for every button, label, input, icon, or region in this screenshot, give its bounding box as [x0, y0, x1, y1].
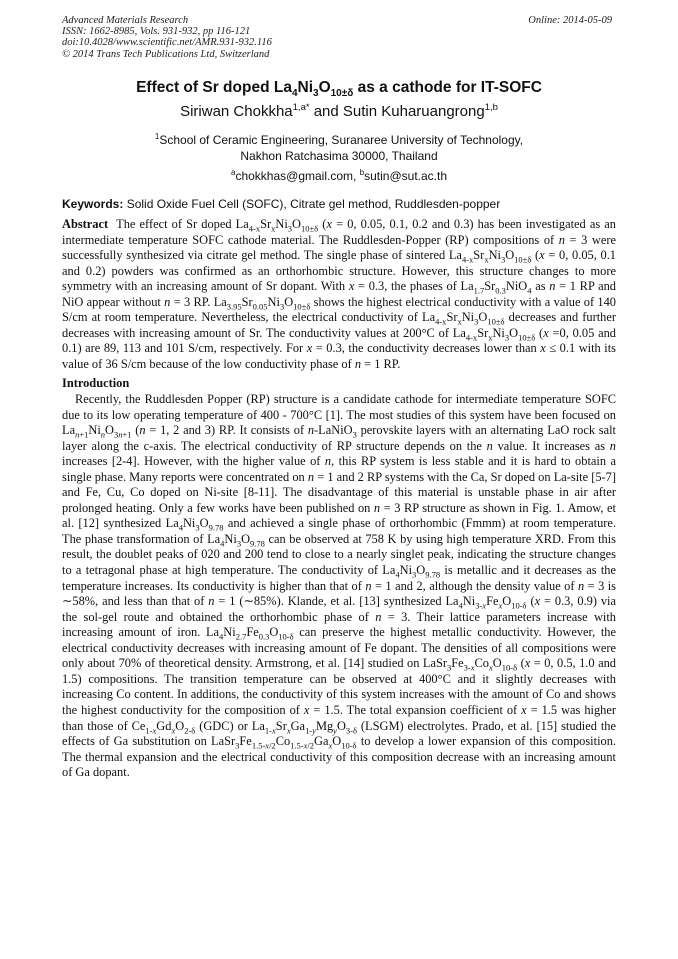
introduction-text: Recently, the Ruddlesden Popper (RP) structure is a candidate cathode for intermediate temperature SOFC due to its low operating temperature of 400 - 700°C [1]. The most studies of this system have been focused on $La_{n+1}Ni_nO_{3n+1}$ (n = 1, 2 and 3) RP. It consists of n-LaNiO$_3$ perovskite layers with an alternating LaO rock salt layer along the c-axis. The electrical conductivity of RP structure depends on the n value. It increases as n increases [2-4]. However, with the higher value of n, this RP system is less stable and it is hard to obtain a single phase. Many reports were concentrated on n = 1 and 2 RP systems with the Ca, Sr doped on La-site [5-7] and Fe, Cu, Co doped on Ni-site [8-11]. The disadvantage of this material is unstable phase in air after prolonged heating. Only a few works have been published on n = 3 RP structure as shown in Fig. 1. Amow, et al. [12] synthesized $La_4Ni_3O_{9.78}$ and achieved a single phase of orthorhombic (Fmmm) at room temperature. The phase transformation of $La_4Ni_3O_{9.78}$ can be observed at 758 K by using high temperature XRD. From this result, the doublet peaks of 020 and 200 tend to close to a nearly singlet peak, indicating the structure changes to a tetragonal phase at high temperature. The conductivity of $La_4Ni_3O_{9.78}$ is metallic and it decreases as the temperature increases. Its conductivity is higher than that of n = 1 and 2, although the density value of n = 3 is ∼58%, and less than that of n = 1 (∼85%). Klande, et al. [13] synthesized $La_4Ni_{3-x}Fe_xO_{10-\delta}$ (x = 0.3, 0.9) via the sol-gel route and obtained the orthorhombic phase of n = 3. Their lattice parameters increase with increasing amount of iron. $La_4Ni_{2.7}Fe_{0.3}O_{10-\delta}$ can preserve the highest metallic conductivity. However, the electrical conductivity decreases with increasing amount of Fe dopant. The densities of all compositions were only about 70% of theoretical density. Armstrong, et al. [14] studied on $LaSr_3Fe_{3-x}Co_xO_{10-\delta}$ (x = 0, 0.5, 1.0 and 1.5) compositions. The transition temperature can be observed at 400°C and it slightly decreases with increasing Co content. In additions, the conductivity of this system increases with the amount of Co and shows the highest conductivity for the composition of x = 1.5. The total expansion coefficient of x = 1.5 was higher than those of $Ce_{1-x}Gd_xO_{2-\delta}$ (GDC) or $La_{1-x}Sr_xGa_{1-y}Mg_yO_{3-\delta}$ (LSGM) electrolytes. Prado, et al. [15] studied the effects of Ga substitution on $LaSr_3Fe_{1.5-x/2}Co_{1.5-x/2}Ga_xO_{10-\delta}$ to develop a lower expansion of this composition. The thermal expansion and the electrical conductivity of this composition decrease with an increasing amount of Ga dopant. — [62, 392, 617, 780]
author-emails: $^a$chokkhas@gmail.com, $^b$sutin@sut.ac.th — [230, 168, 448, 183]
online-date: Online: 2014-05-09 — [528, 15, 612, 26]
copyright-line: © 2014 Trans Tech Publications Ltd, Switzerland — [62, 48, 270, 60]
issn-line: ISSN: 1662-8985, Vols. 931-932, pp 116-121 — [62, 26, 251, 38]
abstract-label: Abstract — [62, 217, 109, 231]
keywords-text: Solid Oxide Fuel Cell (SOFC), Citrate gel method, Ruddlesden-popper — [126, 197, 501, 211]
doi-line[interactable]: doi:10.4028/www.scientific.net/AMR.931-932.116 — [62, 37, 272, 49]
author-list: Siriwan Chokkha$^{1,a*}$ and Sutin Kuharuangrong$^{1,b}$ — [180, 102, 498, 120]
paper-title: Effect of Sr doped $La_4Ni_3O_{10\pm\delta}$ as a cathode for IT-SOFC — [136, 79, 542, 100]
journal-header — [62, 15, 272, 60]
keywords — [62, 197, 500, 211]
paper-body — [62, 217, 616, 781]
abstract: Abstract The effect of Sr doped $La_{4-x}Sr_xNi_3O_{10\pm\delta}$ (x = 0, 0.05, 0.1, 0.2 and 0.3) has been investigated as an intermediate temperature SOFC cathode material. The Ruddlesden-Popper (RP) compositions of n = 3 were successfully synthesized via citrate gel method. The single phase of sintered $La_{4-x}Sr_xNi_3O_{10\pm\delta}$ (x = 0, 0.05, 0.1 and 0.2) powders was confirmed as an orthorhombic structure. However, this structure changes to more symmetry with an increasing amount of Sr dopant. With x = 0.3, the phases of $La_{1.7}Sr_{0.3}NiO_4$ as n = 1 RP and NiO appear without n = 3 RP. $La_{3.95}Sr_{0.05}Ni_3O_{10\pm\delta}$ shows the highest electrical conductivity with a value of 140 S/cm at room temperature. Nevertheless, the electrical conductivity of $La_{4-x}Sr_xNi_3O_{10\pm\delta}$ decreases and further decreases with increasing amount of Sr. The conductivity values at 200°C of $La_{4-x}Sr_xNi_3O_{10\pm\delta}$ (x =0, 0.05 and 0.1) are 89, 113 and 101 S/cm, respectively. For x = 0.3, the conductivity decreases lower than x ≤ 0.1 with its value of 36 S/cm because of the low conductivity phase of n = 1 RP. — [62, 217, 616, 371]
affiliation: $^1$School of Ceramic Engineering, Suranaree University of Technology, Nakhon Ratchasima 30000, Thailand — [154, 132, 524, 163]
keywords-label: Keywords: — [62, 197, 124, 211]
journal-name: Advanced Materials Research — [62, 15, 189, 26]
introduction-heading: Introduction — [62, 376, 130, 391]
